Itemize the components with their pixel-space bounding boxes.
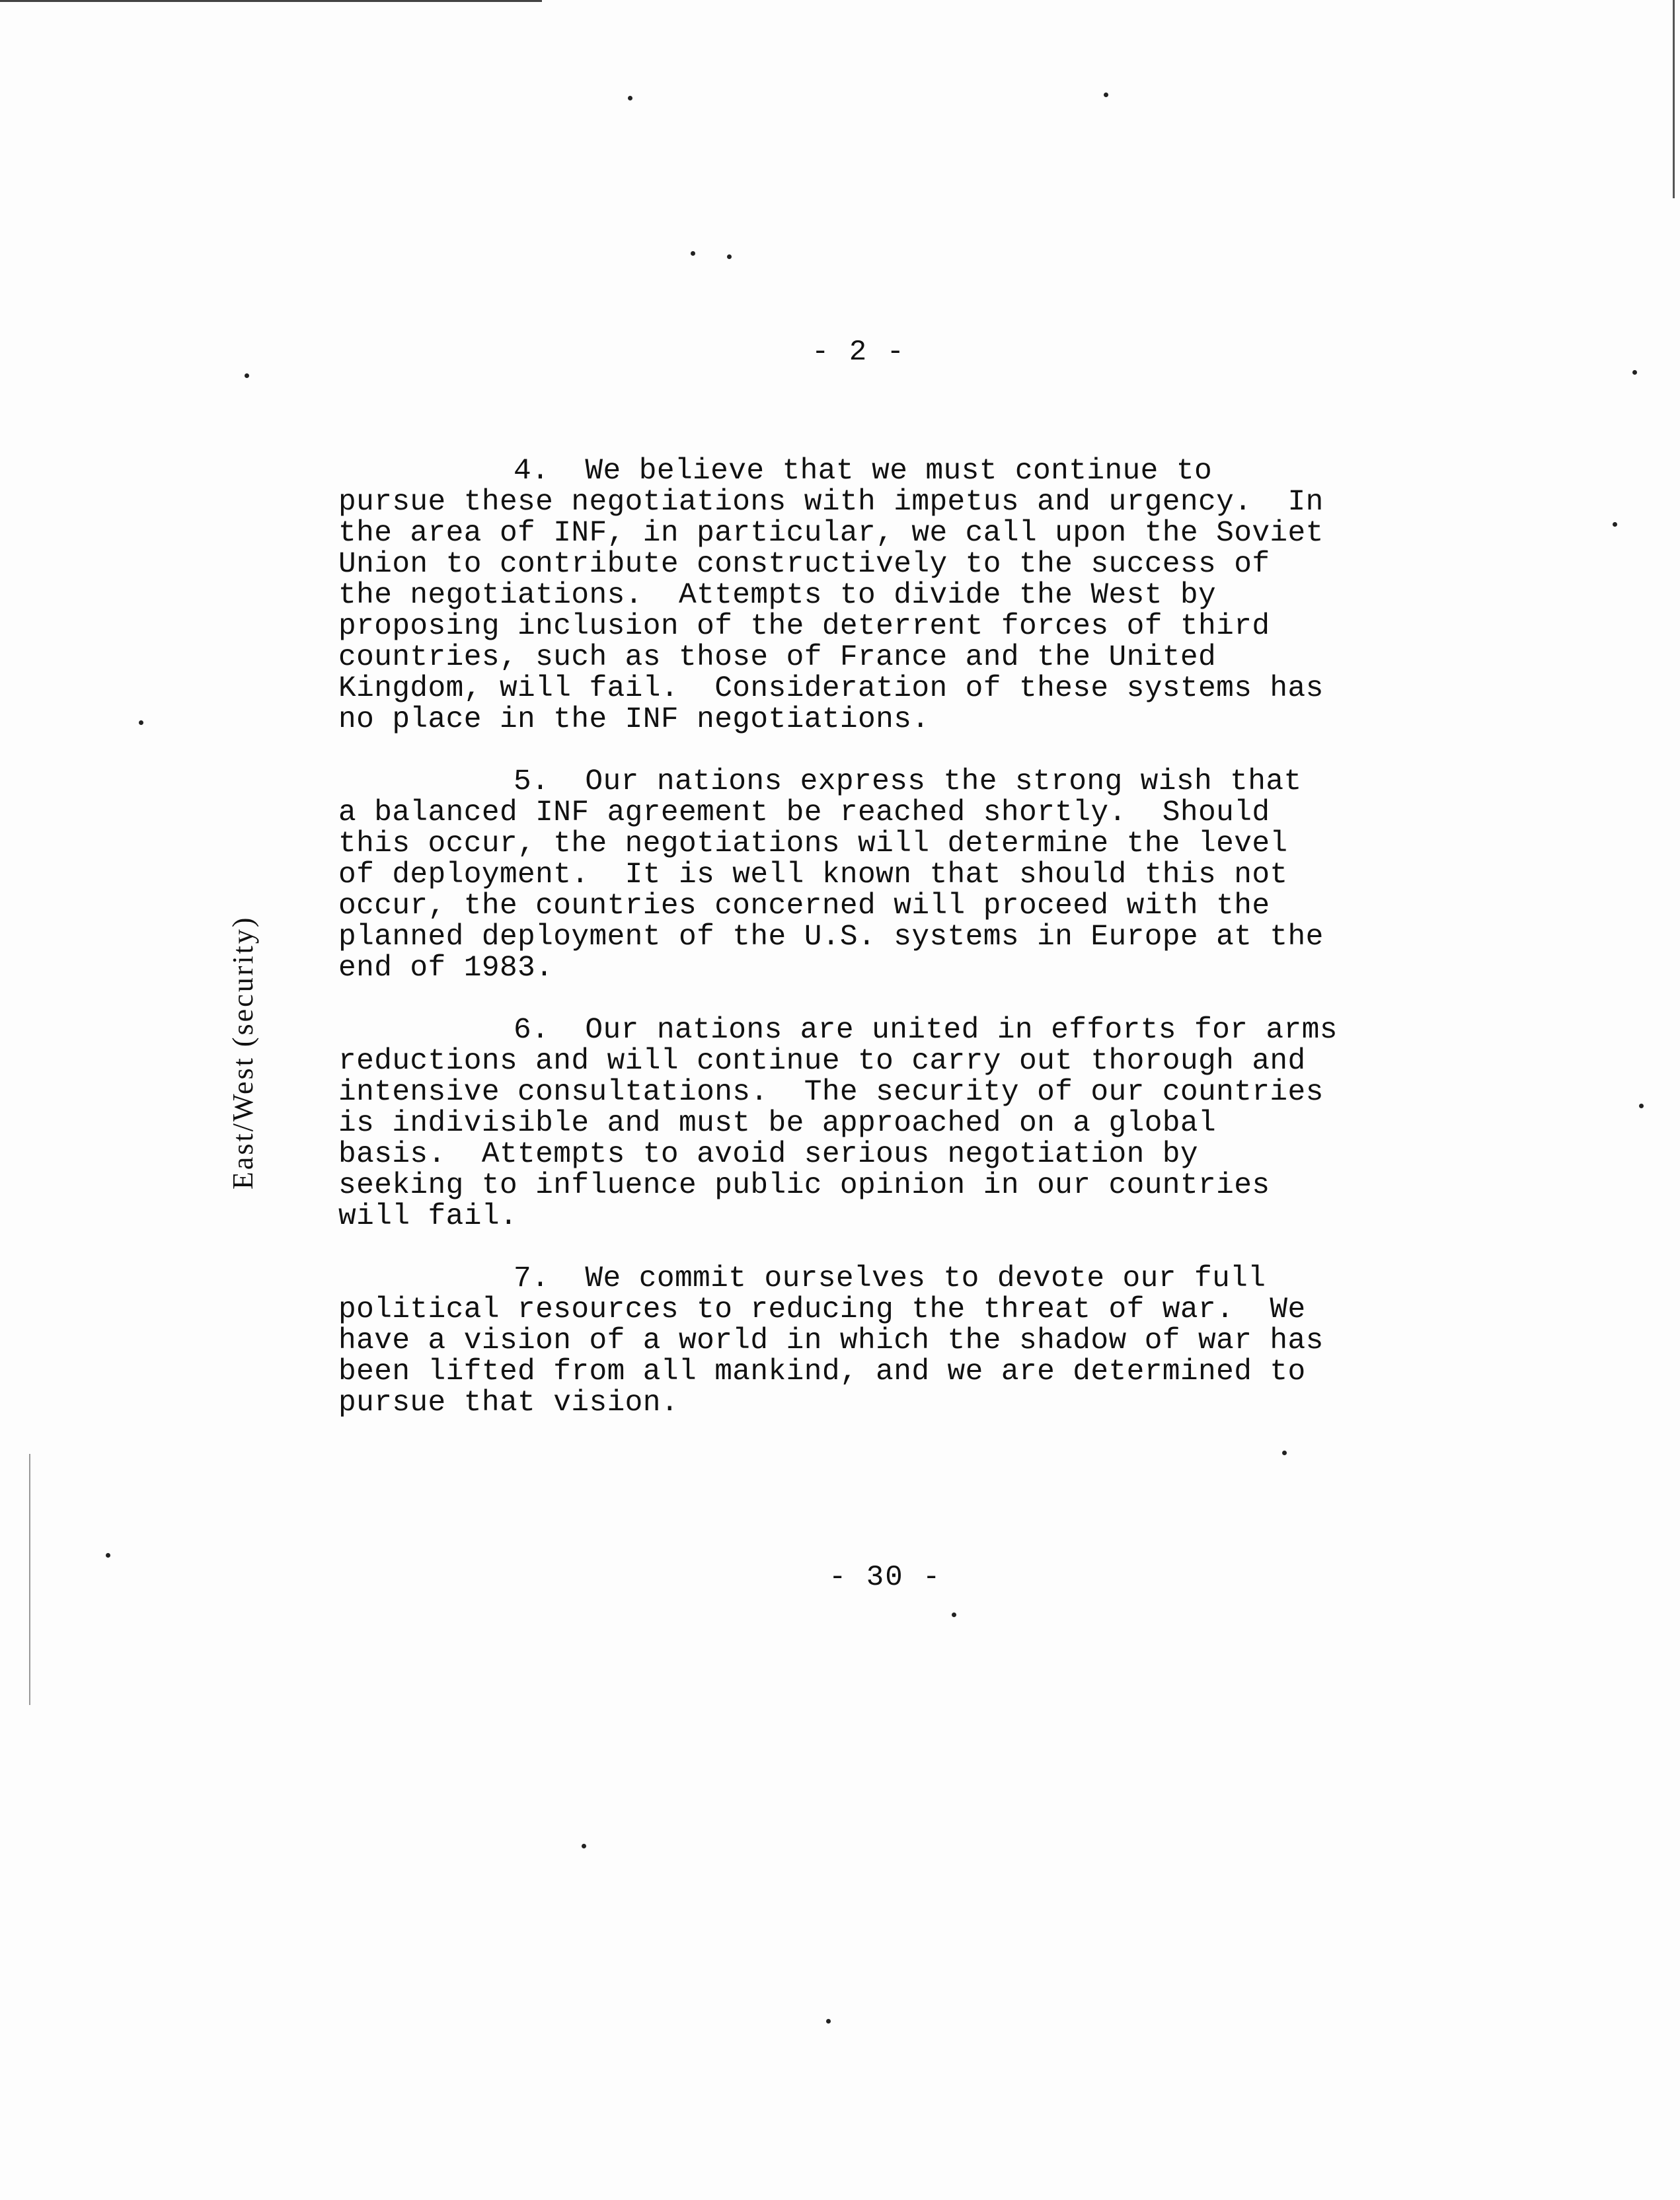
scan-speck — [1632, 370, 1637, 375]
text-line: 4. We believe that we must continue to — [514, 455, 1213, 488]
text-line: have a vision of a world in which the shadow of war has — [338, 1324, 1324, 1357]
text-line: countries, such as those of France and the United — [338, 641, 1217, 674]
text-line: pursue that vision. — [338, 1386, 679, 1420]
scan-speck — [826, 2019, 831, 2024]
text-line: 6. Our nations are united in efforts for arms — [514, 1014, 1338, 1047]
page-number-top: - 2 - — [812, 336, 906, 369]
text-line: reductions and will continue to carry out thorough and — [338, 1045, 1306, 1078]
text-line: this occur, the negotiations will determine the level — [338, 827, 1288, 860]
paragraph-5 — [338, 767, 1422, 984]
text-line: a balanced INF agreement be reached shortly. Should — [338, 796, 1270, 829]
text-line: 7. We commit ourselves to devote our full — [514, 1262, 1266, 1295]
text-line: Kingdom, will fail. Consideration of these systems has — [338, 672, 1324, 705]
scan-speck — [1104, 93, 1108, 97]
text-line: intensive consultations. The security of our countries — [338, 1076, 1324, 1109]
scan-speck — [106, 1553, 110, 1558]
scan-speck — [1282, 1451, 1287, 1455]
scan-speck — [1639, 1104, 1644, 1108]
text-line: pursue these negotiations with impetus and urgency. In — [338, 486, 1324, 519]
text-line: basis. Attempts to avoid serious negotiation by — [338, 1138, 1199, 1171]
scan-speck — [245, 373, 249, 378]
scan-speck — [727, 254, 732, 259]
paragraph-7 — [338, 1264, 1422, 1419]
side-category-label: East/West (security) — [227, 915, 259, 1190]
text-line: 5. Our nations express the strong wish that — [514, 765, 1302, 798]
scan-edge-right — [1673, 0, 1675, 198]
text-line: will fail. — [338, 1200, 518, 1233]
text-line: been lifted from all mankind, and we are determined to — [338, 1355, 1306, 1388]
text-line: the area of INF, in particular, we call upon the Soviet — [338, 517, 1324, 550]
text-line: occur, the countries concerned will proceed with the — [338, 890, 1270, 923]
text-line: is indivisible and must be approached on a global — [338, 1107, 1217, 1140]
paragraph-6 — [338, 1015, 1422, 1233]
text-line: planned deployment of the U.S. systems in Europe at the — [338, 921, 1324, 954]
page-number-bottom: - 30 - — [829, 1561, 942, 1594]
scan-edge-left — [29, 1454, 30, 1705]
text-line: seeking to influence public opinion in our countries — [338, 1169, 1270, 1202]
scan-speck — [628, 96, 632, 100]
text-line: proposing inclusion of the deterrent forces of third — [338, 610, 1270, 643]
text-line: the negotiations. Attempts to divide the West by — [338, 579, 1217, 612]
document-body — [338, 456, 1422, 1450]
paragraph-4 — [338, 456, 1422, 736]
scan-speck — [691, 251, 695, 256]
scan-speck — [139, 720, 143, 725]
scan-edge-top — [0, 0, 542, 2]
text-line: end of 1983. — [338, 952, 554, 985]
scan-speck — [1613, 522, 1617, 527]
text-line: political resources to reducing the threat of war. We — [338, 1293, 1306, 1326]
scan-speck — [582, 1844, 586, 1848]
scan-speck — [952, 1612, 956, 1617]
text-line: Union to contribute constructively to the success of — [338, 548, 1270, 581]
text-line: of deployment. It is well known that should this not — [338, 858, 1288, 891]
text-line: no place in the INF negotiations. — [338, 703, 930, 736]
